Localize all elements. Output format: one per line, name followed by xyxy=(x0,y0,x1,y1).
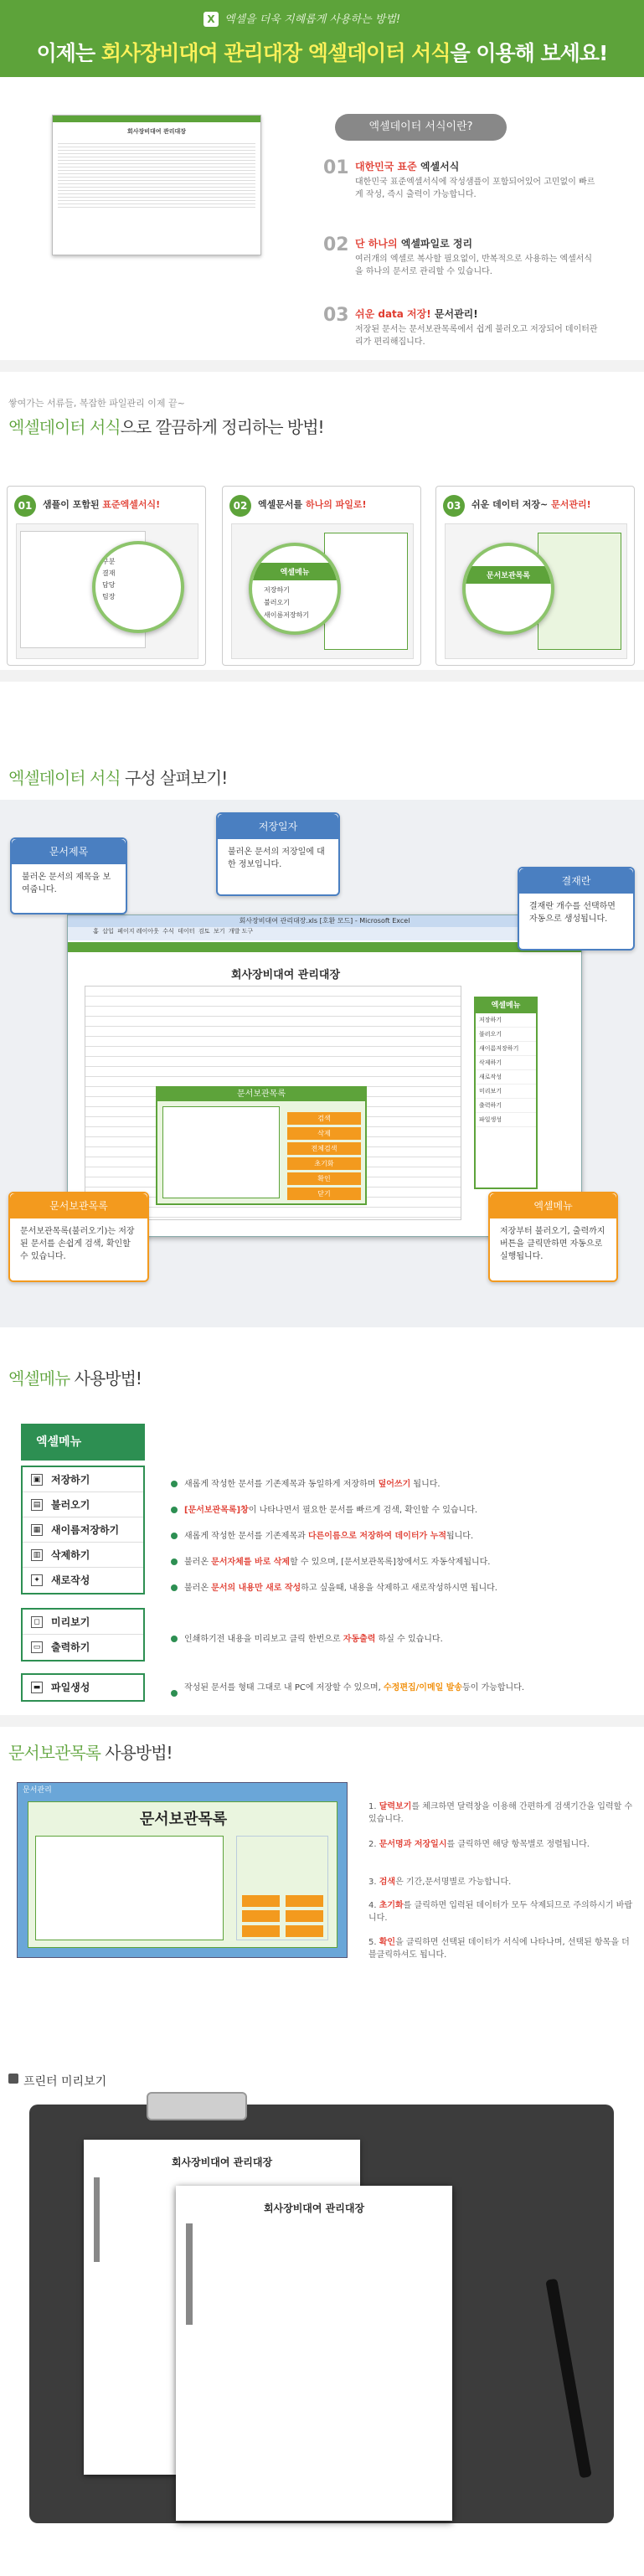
preview-icon: ◻ xyxy=(31,1616,43,1628)
callout-doc-list xyxy=(8,1192,149,1282)
doc-list-panel xyxy=(28,1801,337,1948)
callout-title: 저장일자 xyxy=(218,814,338,839)
dialog-delete-button[interactable]: 삭제 xyxy=(287,1127,361,1140)
excel-sheet-title: 회사장비대여 관리대장 xyxy=(230,969,341,981)
hero-title-highlight: 회사장비대여 관리대장 엑셀데이터 서식 xyxy=(100,41,451,65)
menu-new[interactable]: 새로작성 xyxy=(476,1070,536,1084)
hero-section xyxy=(0,0,644,352)
doc-list-dialog xyxy=(156,1086,367,1205)
menu-save-as[interactable]: 새이름저장하기 xyxy=(476,1042,536,1056)
menu-panel-title: 엑셀메뉴 xyxy=(476,998,536,1013)
search-button[interactable] xyxy=(242,1895,280,1907)
menu-item-export[interactable]: ▬ 파일생성 xyxy=(23,1675,143,1700)
hero-title xyxy=(0,37,644,67)
card-image xyxy=(16,523,198,659)
dialog-title: 문서보관목록 xyxy=(157,1088,365,1101)
step-4: 4. 초기화를 클릭하면 입력된 데이터가 모두 삭제되므로 주의하시기 바랍니다. xyxy=(368,1901,633,1923)
bullet-dot xyxy=(171,1584,178,1591)
card-number: 02 xyxy=(229,495,251,517)
section2-title: 엑셀데이터 서식으로 깔끔하게 정리하는 방법! xyxy=(8,417,324,437)
hero-sheet-title: 회사장비대여 관리대장 xyxy=(126,128,187,135)
callout-doc-title xyxy=(10,837,127,914)
menu-preview[interactable]: 미리보기 xyxy=(476,1084,536,1099)
step-5: 5. 확인을 클릭하면 선택된 데이터가 서식에 나타나며, 선택된 항목을 더블클릭하셔도 됩니다. xyxy=(368,1938,630,1960)
method-card-2 xyxy=(222,486,421,666)
callout-desc: 저장부터 불러오기, 출력까지 버튼을 클릭만하면 자동으로 실행됩니다. xyxy=(500,1227,605,1261)
window-title: 문서관리 xyxy=(23,1786,52,1795)
step-3: 3. 검색은 기간,문서명별로 가능합니다. xyxy=(368,1878,512,1887)
section6-title: 프린터 미리보기 xyxy=(23,2075,107,2089)
callout-title: 문서보관목록 xyxy=(10,1193,147,1218)
callout-desc: 불러온 문서의 저장일에 대한 정보입니다. xyxy=(228,848,325,869)
excel-titlebar: 회사장비대여 관리대장.xls [호환 모드] - Microsoft Excel xyxy=(68,915,581,927)
excel-toolbar xyxy=(68,942,581,952)
hero-box-title: 엑셀데이터 서식이란? xyxy=(335,114,507,141)
search-panel xyxy=(236,1836,328,1940)
bullet-dot xyxy=(171,1481,178,1487)
reset-button[interactable] xyxy=(286,1910,323,1922)
dialog-reset-button[interactable]: 초기화 xyxy=(287,1157,361,1170)
doc-list-table[interactable] xyxy=(35,1836,224,1940)
menu-item-save[interactable]: ▣ 저장하기 xyxy=(23,1467,143,1492)
hero-title-part-3: 을 이용해 보세요! xyxy=(450,41,608,65)
divider xyxy=(0,360,644,372)
method-card-3 xyxy=(435,486,635,666)
menu-item-new[interactable]: ✦ 새로작성 xyxy=(23,1568,143,1593)
menu-item-load[interactable]: ▤ 불러오기 xyxy=(23,1492,143,1517)
callout-desc: 문서보관목록(불러오기)는 저장된 문서를 손쉽게 검색, 확인할 수 있습니다. xyxy=(20,1227,135,1261)
save-as-icon: ▦ xyxy=(31,1524,43,1536)
menu-print[interactable]: 출력하기 xyxy=(476,1099,536,1113)
dialog-close-button[interactable]: 닫기 xyxy=(287,1188,361,1200)
feature-number: 01 xyxy=(323,157,349,178)
desc-save-as: 새롭게 작성한 문서를 기존제목과 다른이름으로 저장하여 데이터가 누적됩니다. xyxy=(184,1532,474,1541)
card-image xyxy=(445,523,627,659)
feature-desc: 저장된 문서는 문서보관목록에서 쉽게 불러오고 저장되어 데이터관리가 편리해집니다. xyxy=(355,325,598,347)
file-icon: ▬ xyxy=(31,1682,43,1693)
doc-list-title: 문서보관목록 xyxy=(139,1811,228,1828)
menu-item-print[interactable]: ▭ 출력하기 xyxy=(23,1635,143,1660)
trash-icon: ▥ xyxy=(31,1549,43,1561)
ok-button[interactable] xyxy=(242,1925,280,1937)
step-1: 1. 달력보기를 체크하면 달력창을 이용해 간편하게 검색기간을 입력할 수 있습니다. xyxy=(368,1802,633,1824)
card-title: 쉬운 데이터 저장~ 문서관리! xyxy=(471,499,591,510)
section5-title: 문서보관목록 사용방법! xyxy=(8,1743,173,1763)
zoom-circle: 구분 결재 담당 팀장 xyxy=(92,541,184,633)
dialog-ok-button[interactable]: 확인 xyxy=(287,1172,361,1185)
delete-button[interactable] xyxy=(286,1895,323,1907)
callout-title: 결재란 xyxy=(519,868,633,894)
menu-delete[interactable]: 삭제하기 xyxy=(476,1056,536,1070)
section2-subtitle: 쌓여가는 서류들, 복잡한 파일관리 이제 끝~ xyxy=(8,398,185,409)
menu-group-1 xyxy=(21,1466,145,1595)
callout-desc: 결재란 개수를 선택하면 자동으로 생성됩니다. xyxy=(529,902,616,924)
desc-save: 새롭게 작성한 문서를 기존제목과 동일하게 저장하며 덮어쓰기 됩니다. xyxy=(184,1480,440,1489)
section4-title: 엑셀메뉴 사용방법! xyxy=(8,1368,142,1388)
desc-delete: 불러온 문서자체를 바로 삭제할 수 있으며, [문서보관목록]창에서도 자동삭제됩니다. xyxy=(184,1558,491,1567)
new-doc-icon: ✦ xyxy=(31,1574,43,1586)
desc-load: [문서보관목록]창이 나타나면서 필요한 문서를 빠르게 검색, 확인할 수 있습니다. xyxy=(184,1506,478,1515)
excel-menu-header: 엑셀메뉴 xyxy=(21,1424,145,1461)
card-number: 03 xyxy=(443,495,465,517)
bullet-dot xyxy=(171,1690,178,1697)
bullet-dot xyxy=(171,1558,178,1565)
excel-icon: X xyxy=(204,12,219,27)
feature-title: 대한민국 표준 엑셀서식 xyxy=(355,161,460,173)
menu-item-delete[interactable]: ▥ 삭제하기 xyxy=(23,1543,143,1568)
save-icon: ▣ xyxy=(31,1474,43,1486)
card-number: 01 xyxy=(14,495,36,517)
printer-icon: ▭ xyxy=(31,1641,43,1653)
hero-note: 엑셀을 더욱 지혜롭게 사용하는 방법! xyxy=(224,13,401,26)
hero-title-part-1: 이제는 xyxy=(36,41,101,65)
menu-item-save-as[interactable]: ▦ 새이름저장하기 xyxy=(23,1517,143,1543)
menu-item-preview[interactable]: ◻ 미리보기 xyxy=(23,1610,143,1635)
dialog-search-button[interactable]: 검색 xyxy=(287,1112,361,1125)
bullet-dot xyxy=(171,1533,178,1539)
printer-icon xyxy=(8,2074,18,2084)
callout-title: 엑셀메뉴 xyxy=(490,1193,616,1218)
card-title: 엑셀문서를 하나의 파일로! xyxy=(258,499,367,510)
method-card-1 xyxy=(7,486,206,666)
desc-export: 작성된 문서를 형태 그대로 내 PC에 저장할 수 있으며, 수정편집/이메일 발송등이 가능합니다. xyxy=(184,1683,525,1692)
feature-title: 쉬운 data 저장! 문서관리! xyxy=(355,308,478,320)
callout-approval xyxy=(518,867,635,951)
desc-preview-print: 인쇄하기전 내용을 미리보고 클릭 한번으로 자동출력 하실 수 있습니다. xyxy=(184,1635,443,1644)
card-title: 샘플이 포함된 표준엑셀서식! xyxy=(43,499,161,510)
zoom-circle: 엑셀메뉴 저장하기 불러오기 새이름저장하기 xyxy=(249,543,341,635)
menu-group-3 xyxy=(21,1673,145,1702)
divider xyxy=(0,1715,644,1727)
feature-desc: 여러개의 엑셀로 복사할 필요없이, 반복적으로 사용하는 엑셀서식을 하나의 문서로 관리할 수 있습니다. xyxy=(355,255,593,276)
hero-sheet-thumbnail xyxy=(52,115,261,255)
menu-save[interactable]: 저장하기 xyxy=(476,1013,536,1028)
print-page-2 xyxy=(176,2186,452,2521)
zoom-circle xyxy=(462,543,554,635)
menu-group-2 xyxy=(21,1608,145,1662)
excel-menu-panel xyxy=(474,997,538,1189)
feature-number: 03 xyxy=(323,305,349,326)
step-2: 2. 문서명과 저장일시를 클릭하면 해당 항목별로 정렬됩니다. xyxy=(368,1840,590,1849)
menu-load[interactable]: 불러오기 xyxy=(476,1028,536,1042)
feature-desc: 대한민국 표준엑셀서식에 작성샘플이 포함되어있어 고민없이 빠르게 작성, 즉시 출력이 가능합니다. xyxy=(355,178,595,199)
feature-number: 02 xyxy=(323,234,349,255)
print-page-title: 회사장비대여 관리대장 xyxy=(263,2202,365,2214)
section3-title: 엑셀데이터 서식 구성 살펴보기! xyxy=(8,768,228,788)
excel-menu-label: 엑셀메뉴 xyxy=(252,563,337,580)
search-all-button[interactable] xyxy=(242,1910,280,1922)
doc-list-label: 문서보관목록 xyxy=(466,566,551,584)
bullet-dot xyxy=(171,1636,178,1642)
menu-export[interactable]: 파일생성 xyxy=(476,1113,536,1127)
divider xyxy=(0,670,644,682)
folder-icon: ▤ xyxy=(31,1499,43,1511)
desc-new: 불러온 문서의 내용만 새로 작성하고 싶을때, 내용을 삭제하고 새로작성하시면 됩니다. xyxy=(184,1584,497,1593)
bullet-dot xyxy=(171,1507,178,1513)
callout-save-date xyxy=(216,812,340,896)
doc-manager-window xyxy=(17,1782,348,1958)
card-image xyxy=(231,523,414,659)
excel-ribbon: 홈 삽입 페이지 레이아웃 수식 데이터 검토 보기 개발 도구 xyxy=(68,927,581,940)
feature-title: 단 하나의 엑셀파일로 정리 xyxy=(355,238,473,250)
print-page-title: 회사장비대여 관리대장 xyxy=(171,2156,273,2168)
callout-excel-menu xyxy=(488,1192,618,1282)
clipboard-clip xyxy=(147,2092,247,2120)
close-button[interactable] xyxy=(286,1925,323,1937)
callout-desc: 불러온 문서의 제목을 보여줍니다. xyxy=(22,873,111,894)
callout-title: 문서제목 xyxy=(12,839,126,864)
dialog-search-all-button[interactable]: 전체검색 xyxy=(287,1142,361,1155)
